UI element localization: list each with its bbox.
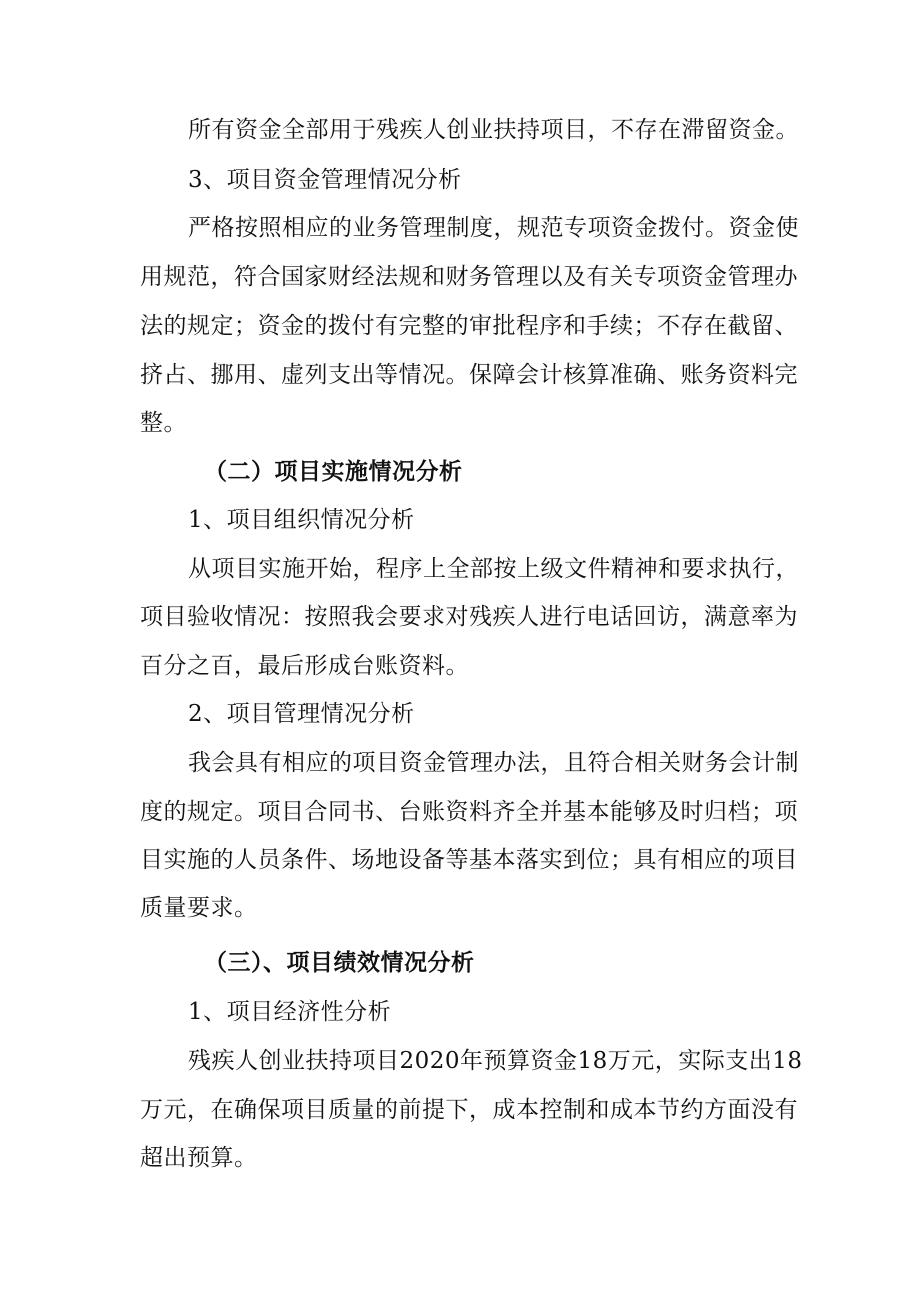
paragraph-line: 我会具有相应的项目资金管理办法，且符合相关财务会计制: [188, 750, 799, 776]
paragraph-line: 严格按照相应的业务管理制度，规范专项资金拨付。资金使: [188, 215, 799, 241]
subsection-heading: 2、项目管理情况分析: [188, 701, 415, 727]
paragraph-line: 质量要求。: [140, 895, 258, 921]
paragraph-line: 所有资金全部用于残疾人创业扶持项目，不存在滞留资金。: [188, 117, 799, 143]
paragraph-line: 残疾人创业扶持项目2020年预算资金18万元，实际支出18: [188, 1048, 803, 1074]
subsection-heading: 1、项目组织情况分析: [188, 507, 415, 533]
paragraph-line: 目实施的人员条件、场地设备等基本落实到位；具有相应的项目: [140, 847, 798, 873]
subsection-heading: 1、项目经济性分析: [188, 999, 392, 1025]
paragraph-line: 从项目实施开始，程序上全部按上级文件精神和要求执行，: [188, 556, 799, 582]
paragraph-line: 百分之百，最后形成台账资料。: [140, 653, 469, 679]
paragraph-line: 度的规定。项目合同书、台账资料齐全并基本能够及时归档；项: [140, 799, 798, 825]
subsection-heading: 3、项目资金管理情况分析: [188, 167, 462, 193]
section-heading: （二）项目实施情况分析: [204, 459, 463, 485]
paragraph-line: 法的规定；资金的拨付有完整的审批程序和手续；不存在截留、: [140, 313, 798, 339]
paragraph-line: 整。: [140, 410, 187, 436]
section-heading: （三）、项目绩效情况分析: [204, 950, 475, 976]
paragraph-line: 万元，在确保项目质量的前提下，成本控制和成本节约方面没有: [140, 1097, 798, 1123]
paragraph-line: 项目验收情况：按照我会要求对残疾人进行电话回访，满意率为: [140, 604, 798, 630]
paragraph-line: 挤占、挪用、虚列支出等情况。保障会计核算准确、账务资料完: [140, 362, 798, 388]
paragraph-line: 超出预算。: [140, 1145, 258, 1171]
paragraph-line: 用规范，符合国家财经法规和财务管理以及有关专项资金管理办: [140, 264, 798, 290]
